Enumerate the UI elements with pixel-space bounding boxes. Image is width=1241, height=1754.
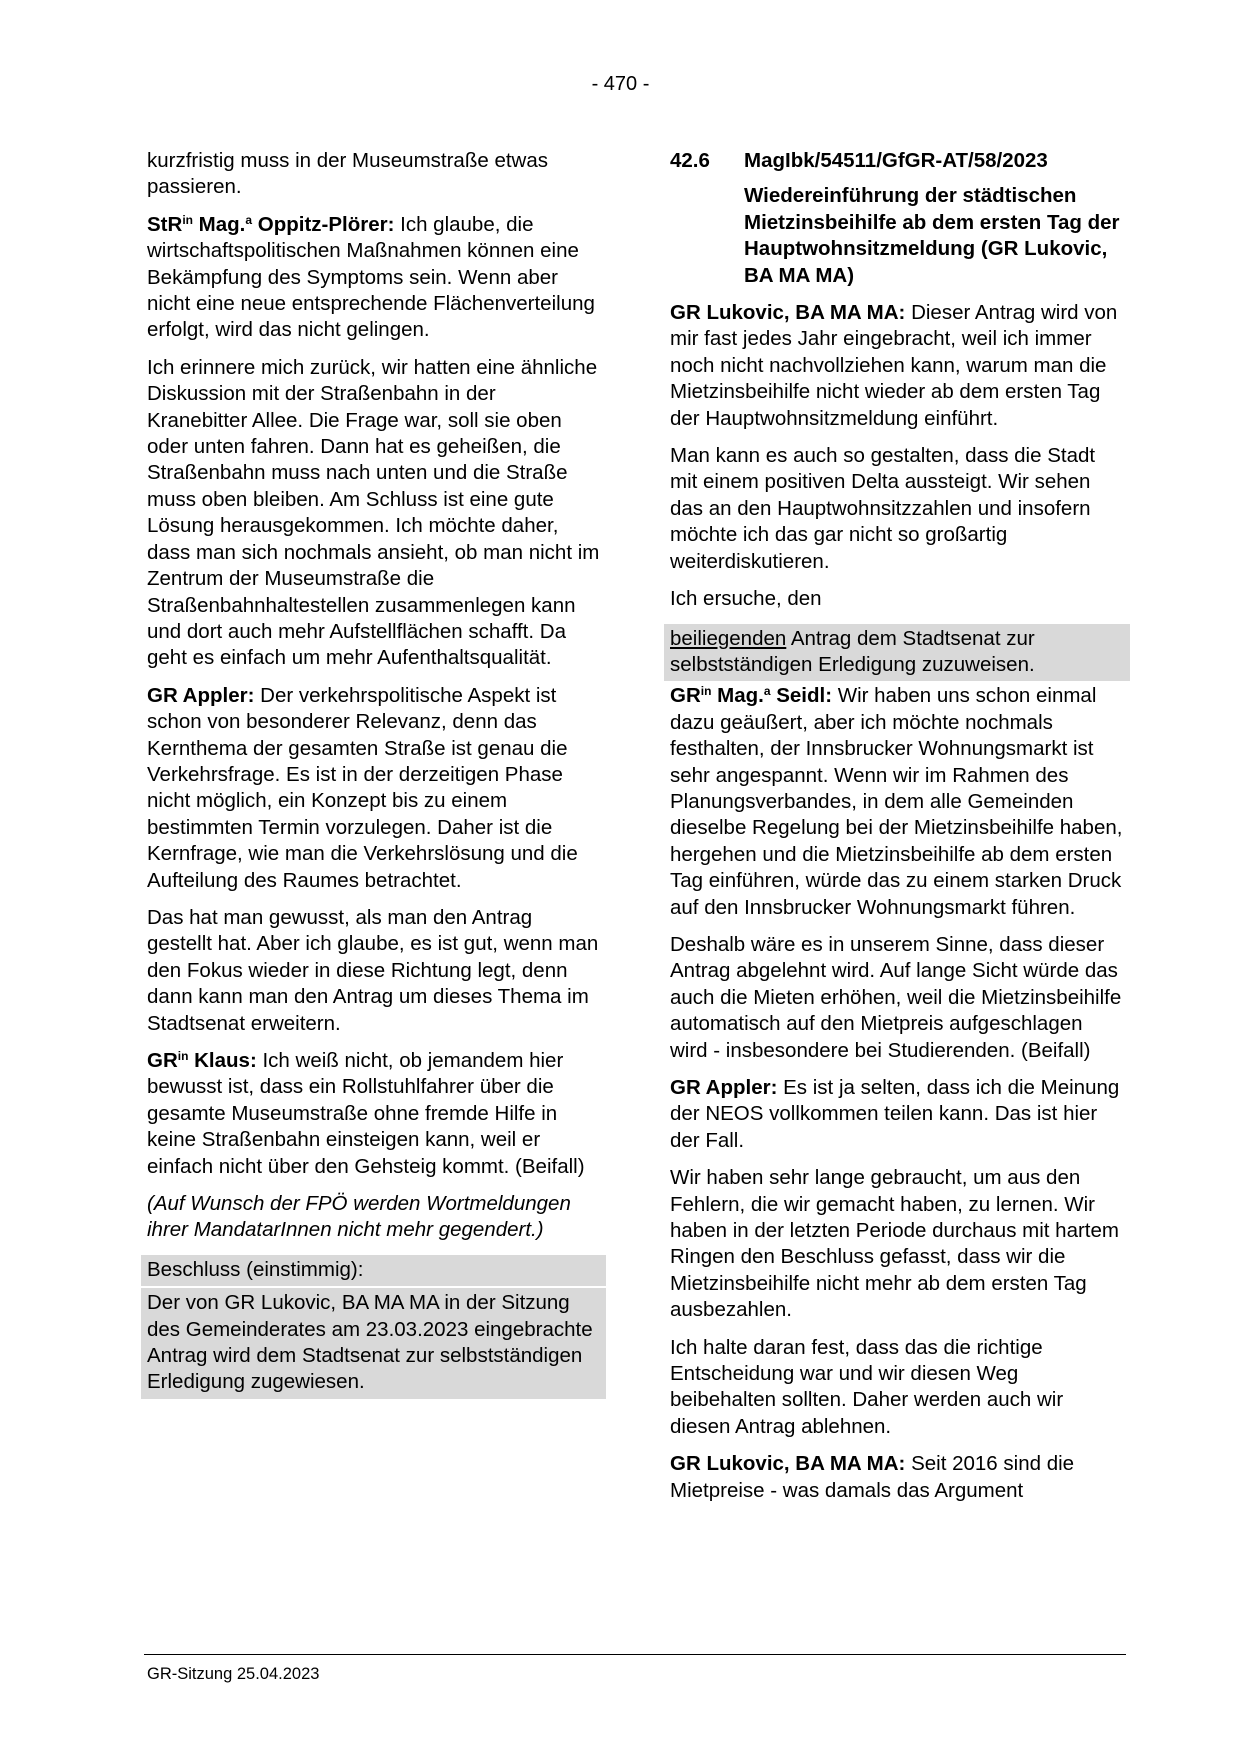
paragraph: Deshalb wäre es in unserem Sinne, dass dieser Antrag abgelehnt wird. Auf lange Sicht würde das auch die Mieten erhöhen, weil die Mietzinsbeihilfe automatisch auf den Mietpreis aufgeschlagen wird - insbesondere bei Studierenden. (Beifall) [670, 932, 1122, 1062]
speech-text: Der verkehrspolitische Aspekt ist schon von besonderer Relevanz, denn das Kernthema der gesamten Straße ist genau die Verkehrsfrage. Es ist in der derzeitigen Phase nicht möglich, ein Konzept bis zu einem bestimmten Termin vorzulegen. Daher ist die Kernfrage, wie man die Verkehrslösung und die Aufteilung des Raumes betrachtet. [147, 683, 578, 892]
paragraph: Ich erinnere mich zurück, wir hatten eine ähnliche Diskussion mit der Straßenbahn in der Kranebitter Allee. Die Frage war, soll sie oben oder unten fahren. Dann hat es geheißen, die Straßenbahn muss nach unten und die Straße muss oben bleiben. Am Schluss ist eine gute Lösung herausgekommen. Ich möchte daher, dass man sich nochmals ansieht, ob man nicht im Zentrum der Museumstraße die Straßenbahnhaltestellen zusammenlegen kann und dort auch mehr Aufstellflächen schafft. Da geht es einfach um mehr Aufenthaltsqualität. [147, 355, 600, 670]
speech-text: Ich glaube, die wirtschaftspolitischen Maßnahmen können eine Bekämpfung des Symptoms sein. Wenn aber nicht eine neue entsprechende Flächenverteilung erfolgt, wird das nicht gelingen. [147, 212, 595, 342]
speech-appler [670, 1075, 1124, 1154]
speech-seidl [670, 683, 1124, 921]
speaker-name: $GR^{in}$ Mag.$^a$ Seidl: [670, 684, 833, 708]
speaker-name: StR$^{in}$ Mag.$^a$ Oppitz-Plörer: [147, 212, 395, 236]
speaker-name: GR Appler: [147, 683, 255, 707]
speech-text: Es ist ja selten, dass ich die Meinung der NEOS vollkommen teilen kann. Das ist hier der Fall. [670, 1076, 1120, 1152]
paragraph: Wir haben sehr lange gebraucht, um aus den Fehlern, die wir gemacht haben, zu lernen. Wir haben in der letzten Periode durchaus mit hartem Ringen den Beschluss gefasst, dass wir die Mietzinsbeihilfe nicht mehr ab dem ersten Tag ausbezahlen. [670, 1166, 1119, 1322]
speech-oppitz-ploerer [147, 212, 600, 344]
agenda-item-number: 42.6 [670, 149, 710, 172]
speaker-name: $GR^{in}$ Klaus: [147, 1049, 257, 1072]
agenda-item-title: Wiedereinführung der städtischen Mietzinsbeihilfe ab dem ersten Tag der Hauptwohnsitzmeldung (GR Lukovic, BA MA MA) [744, 184, 1120, 287]
speaker-name: GR Lukovic, BA MA MA: [670, 1452, 906, 1476]
paragraph: Ich ersuche, den [670, 587, 822, 611]
speech-klaus [147, 1048, 600, 1180]
speech-text: Wir haben uns schon einmal dazu geäußert, aber ich möchte nochmals festhalten, der Innsbrucker Wohnungsmarkt ist sehr angespannt. Wenn wir im Rahmen des Planungsverbandes, in dem alle Gemeinden dieselbe Regelung bei der Mietzinsbeihilfe haben, hergehen und die Mietzinsbeihilfe ab dem ersten Tag einführen, würde das zu einem starken Druck auf den Innsbrucker Wohnungsmarkt führen. [670, 684, 1123, 919]
paragraph: Ich halte daran fest, dass das die richtige Entscheidung war und wir diesen Weg beibehalten sollten. Daher werden auch wir diesen Antrag ablehnen. [670, 1335, 1064, 1438]
speech-text: Ich weiß nicht, ob jemandem hier bewusst ist, dass ein Rollstuhlfahrer über die gesamte Museumstraße ohne fremde Hilfe in keine Straßenbahn einsteigen kann, weil er einfach nicht über den Gehsteig kommt. (Beifall) [147, 1049, 585, 1178]
footer-divider [144, 1654, 1126, 1655]
speech-lukovic [670, 1451, 1124, 1504]
left-column [147, 148, 600, 1401]
agenda-item-heading [670, 148, 1124, 174]
request-box [664, 624, 1130, 682]
speech-lukovic [670, 300, 1124, 432]
request-underlined: beiliegenden [670, 626, 787, 650]
speech-text: Seit 2016 sind die Mietpreise - was damals das Argument [670, 1452, 1075, 1502]
paragraph: Man kann es auch so gestalten, dass die Stadt mit einem positiven Delta aussteigt. Wir sehen das an den Hauptwohnsitzzahlen und insofern möchte ich das gar nicht so großartig weiterdiskutieren. [670, 444, 1096, 573]
speaker-name: GR Lukovic, BA MA MA: [670, 301, 906, 325]
right-column [670, 148, 1124, 1515]
resolution-text: Der von GR Lukovic, BA MA MA in der Sitzung des Gemeinderates am 23.03.2023 eingebrachte Antrag wird dem Stadtsenat zur selbstständigen Erledigung zugewiesen. [141, 1288, 606, 1399]
speech-text: Dieser Antrag wird von mir fast jedes Jahr eingebracht, weil ich immer noch nicht nachvollziehen kann, warum man die Mietzinsbeihilfe nicht wieder ab dem ersten Tag der Hauptwohnsitzmeldung einführt. [670, 301, 1118, 430]
resolution-label: Beschluss (einstimmig): [141, 1255, 606, 1286]
page-number: - 470 - [591, 73, 650, 95]
paragraph: kurzfristig muss in der Museumstraße etwas passieren. [147, 149, 549, 199]
paragraph: Das hat man gewusst, als man den Antrag gestellt hat. Aber ich glaube, es ist gut, wenn man den Fokus wieder in diese Richtung legt, denn dann kann man den Antrag um dieses Thema im Stadtsenat erweitern. [147, 905, 599, 1035]
speech-appler [147, 683, 600, 894]
request-text: Antrag dem Stadtsenat zur selbstständigen Erledigung zuzuweisen. [670, 626, 1035, 676]
agenda-item-reference: MagIbk/54511/GfGR-AT/58/2023 [744, 149, 1048, 172]
speaker-name: GR Appler: [670, 1076, 778, 1099]
editorial-note: (Auf Wunsch der FPÖ werden Wortmeldungen ihrer MandatarInnen nicht mehr gegendert.) [147, 1192, 571, 1242]
footer-session-date: GR-Sitzung 25.04.2023 [147, 1665, 320, 1683]
